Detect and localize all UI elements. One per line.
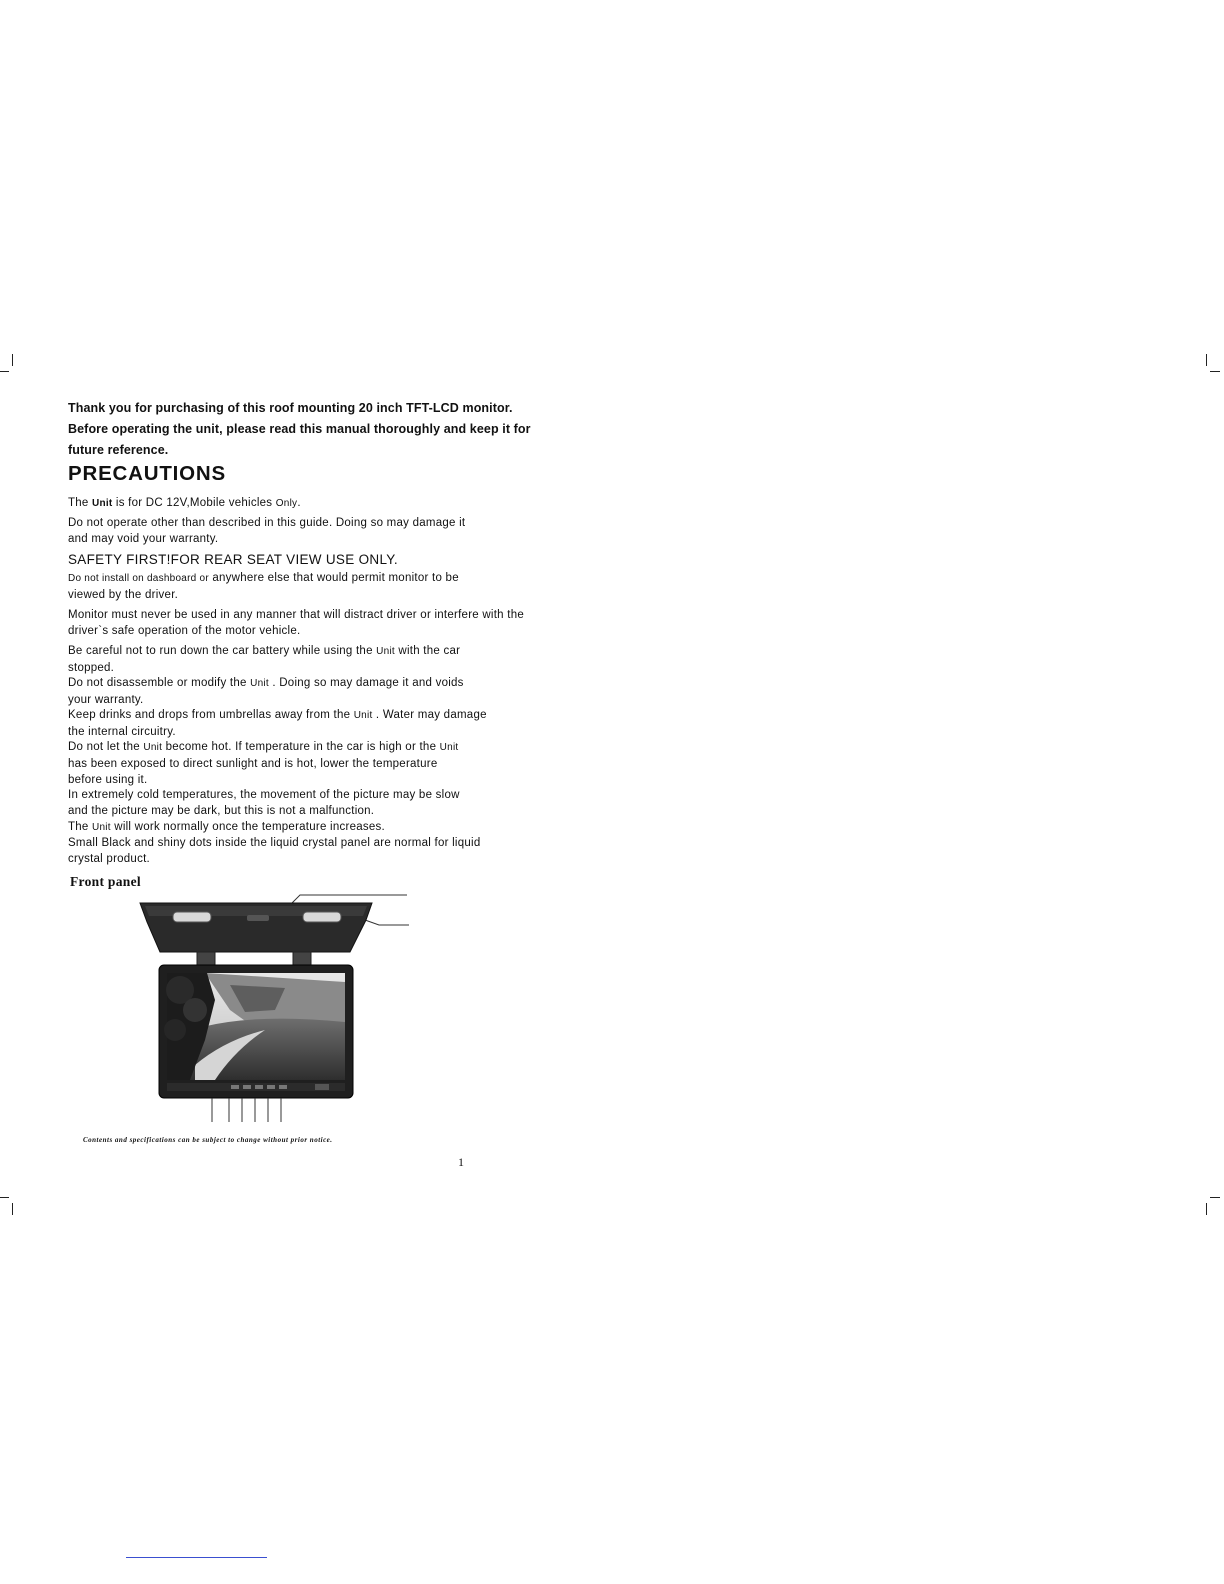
text: Keep drinks and drops from umbrellas away from the: [68, 709, 354, 721]
intro-line: Before operating the unit, please read this manual thoroughly and keep it for: [68, 422, 531, 436]
precaution-heat: [68, 739, 588, 788]
text: will work normally once the temperature increases.: [110, 821, 385, 833]
unit-word: Unit: [353, 710, 373, 721]
text: and the picture may be dark, but this is not a malfunction.: [68, 805, 375, 817]
crop-mark: [1210, 371, 1220, 372]
dome-light-right: [303, 912, 341, 922]
unit-word: Unit: [92, 822, 111, 833]
screen-picture: [164, 973, 345, 1080]
precaution-voltage: [68, 495, 588, 512]
text: . Water may damage: [372, 709, 487, 721]
front-panel-title: Front panel: [70, 874, 141, 889]
unit-word: Unit: [92, 498, 113, 509]
text: Monitor must never be used in any manner that will distract driver or interfere with the: [68, 609, 524, 621]
text: and may void your warranty.: [68, 533, 219, 545]
control-button: [267, 1085, 275, 1089]
crop-mark: [1206, 354, 1207, 366]
crop-mark: [12, 1203, 13, 1215]
text: with the car: [394, 645, 461, 657]
text: .: [297, 497, 301, 509]
precaution-drinks: [68, 707, 588, 740]
link-underline: [126, 1557, 267, 1558]
precaution-disassemble: [68, 675, 588, 708]
text: crystal product.: [68, 853, 150, 865]
crop-mark: [0, 1197, 9, 1198]
hinge: [293, 952, 311, 966]
text: anywhere else that would permit monitor to be: [208, 572, 459, 584]
precaution-distraction: [68, 607, 588, 639]
crop-mark: [12, 354, 13, 366]
text: The: [68, 821, 93, 833]
unit-word: Unit: [376, 646, 395, 657]
text: The: [68, 497, 93, 509]
text: driver`s safe operation of the motor vehicle.: [68, 625, 301, 637]
control-button: [255, 1085, 263, 1089]
text: Do not operate other than described in this guide. Doing so may damage it: [68, 517, 466, 529]
intro-text: [68, 398, 608, 461]
text: In extremely cold temperatures, the movement of the picture may be slow: [68, 789, 460, 801]
intro-line: future reference.: [68, 443, 169, 457]
page-title: PRECAUTIONS: [68, 462, 227, 485]
dome-light-left: [173, 912, 211, 922]
text: Be careful not to run down the car battery while using the: [68, 645, 377, 657]
callout-line: [365, 920, 409, 925]
precaution-install: [68, 570, 588, 603]
crop-mark: [1206, 1203, 1207, 1215]
text: your warranty.: [68, 694, 144, 706]
text: Do not disassemble or modify the: [68, 677, 251, 689]
page-number: 1: [458, 1155, 464, 1169]
text: the internal circuitry.: [68, 726, 176, 738]
safety-heading: SAFETY FIRST!FOR REAR SEAT VIEW USE ONLY.: [68, 552, 398, 567]
crop-mark: [1210, 1197, 1220, 1198]
control-button: [231, 1085, 239, 1089]
control-button: [243, 1085, 251, 1089]
disclaimer-footnote: Contents and specifications can be subject to change without prior notice.: [83, 1136, 333, 1144]
text: stopped.: [68, 662, 115, 674]
unit-word: Unit: [143, 742, 163, 753]
unit-word: Unit: [250, 678, 269, 689]
precaution-normal: [68, 819, 588, 836]
text: Small Black and shiny dots inside the liquid crystal panel are normal for liquid: [68, 837, 481, 849]
precaution-operate: [68, 515, 588, 547]
text: has been exposed to direct sunlight and is hot, lower the temperature: [68, 758, 438, 770]
text: viewed by the driver.: [68, 589, 179, 601]
only-word: Only: [275, 498, 298, 509]
text: Do not let the: [68, 741, 144, 753]
precaution-dots: [68, 835, 588, 867]
crop-mark: [0, 371, 9, 372]
unit-word: Unit: [439, 742, 459, 753]
intro-line: Thank you for purchasing of this roof mounting 20 inch TFT-LCD monitor.: [68, 401, 513, 415]
text: . Doing so may damage it and voids: [268, 677, 464, 689]
text: become hot. If temperature in the car is high or the: [162, 741, 440, 753]
precaution-battery: [68, 643, 588, 676]
precaution-cold: [68, 787, 588, 819]
hinge: [197, 952, 215, 966]
control-button: [279, 1085, 287, 1089]
text: before using it.: [68, 774, 148, 786]
text: Do not install on dashboard or: [68, 573, 209, 584]
text: is for DC 12V,Mobile vehicles: [112, 497, 276, 509]
monitor-illustration: [135, 890, 415, 1130]
